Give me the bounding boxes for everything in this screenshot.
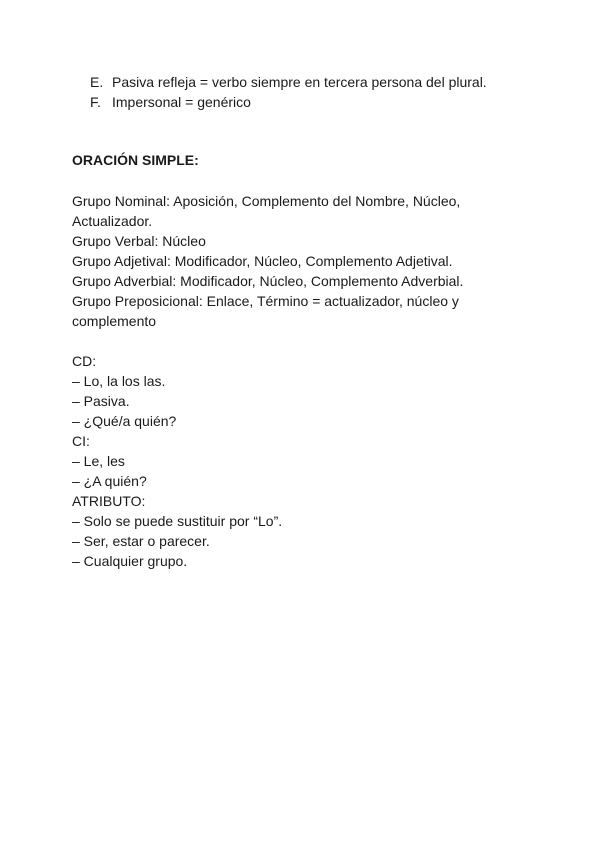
text-line: Grupo Preposicional: Enlace, Término = actualizador, núcleo y <box>72 293 459 309</box>
list-item-text: Pasiva refleja = verbo siempre en tercera persona del plural. <box>112 74 487 90</box>
text-line: – Cualquier grupo. <box>72 553 188 569</box>
text-line: – Le, les <box>72 453 125 469</box>
text-line: CD: <box>72 353 97 369</box>
text-line: – ¿Qué/a quién? <box>72 413 177 429</box>
text-line: – Lo, la los las. <box>72 373 166 389</box>
grupos-paragraph <box>72 191 532 331</box>
list-item-f <box>90 92 251 112</box>
text-line: Grupo Adjetival: Modificador, Núcleo, Complemento Adjetival. <box>72 253 453 269</box>
text-line: Actualizador. <box>72 213 153 229</box>
list-marker: E. <box>90 74 104 90</box>
text-line: complemento <box>72 313 157 329</box>
text-line: ATRIBUTO: <box>72 493 146 509</box>
text-line: Grupo Nominal: Aposición, Complemento del Nombre, Núcleo, <box>72 193 461 209</box>
text-line: – Solo se puede sustituir por “Lo”. <box>72 513 283 529</box>
text-line: – Pasiva. <box>72 393 130 409</box>
section-heading: ORACIÓN SIMPLE: <box>72 152 199 168</box>
text-line: Grupo Verbal: Núcleo <box>72 233 206 249</box>
text-line: Grupo Adverbial: Modificador, Núcleo, Complemento Adverbial. <box>72 273 464 289</box>
text-line: CI: <box>72 433 90 449</box>
text-line: – ¿A quién? <box>72 473 147 489</box>
list-item-e <box>90 72 487 92</box>
list-item-text: Impersonal = genérico <box>112 94 251 110</box>
text-line: – Ser, estar o parecer. <box>72 533 210 549</box>
list-marker: F. <box>90 94 101 110</box>
funciones-paragraph <box>72 351 532 571</box>
